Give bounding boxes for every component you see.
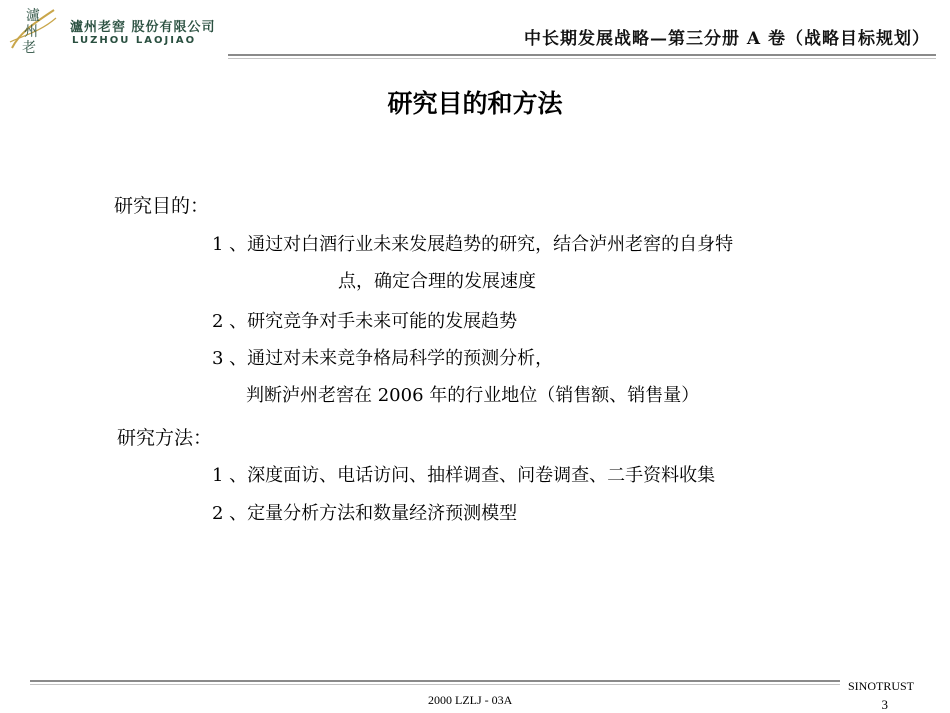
purpose-item-1-continued: 点，确定合理的发展速度 xyxy=(338,271,536,292)
methods-heading: 研究方法： xyxy=(117,427,213,449)
company-name-cn: 瀘州老窖 股份有限公司 xyxy=(70,20,216,35)
page-number: 3 xyxy=(881,697,888,712)
footer-divider xyxy=(30,680,840,682)
purpose-item-2: 2 、研究竞争对手未来可能的发展趋势 xyxy=(212,311,518,332)
methods-item-1: 1 、深度面访、电话访问、抽样调查、问卷调查、二手资料收集 xyxy=(212,465,716,486)
company-logo xyxy=(6,2,226,58)
purpose-heading: 研究目的： xyxy=(114,195,210,217)
calligraphy-logo-icon xyxy=(6,2,60,58)
purpose-item-3-continued: 判断泸州老窖在 2006 年的行业地位（销售额、销售量） xyxy=(246,385,700,406)
svg-text:瀘: 瀘 xyxy=(26,8,40,24)
footer-divider-thin xyxy=(30,684,840,685)
header-divider xyxy=(228,54,936,56)
purpose-item-1: 1 、通过对白酒行业未来发展趋势的研究，结合泸州老窖的自身特 xyxy=(212,234,734,255)
header-divider-thin xyxy=(228,58,936,59)
footer-brand: SINOTRUST xyxy=(847,679,914,693)
purpose-item-3: 3 、通过对未来竞争格局科学的预测分析， xyxy=(212,348,554,369)
footer-document-code: 2000 LZLJ - 03A xyxy=(428,693,513,707)
page-title: 研究目的和方法 xyxy=(387,89,563,118)
svg-text:老: 老 xyxy=(22,40,36,56)
methods-item-2: 2 、定量分析方法和数量经济预测模型 xyxy=(212,503,518,524)
document-title: 中长期发展战略—第三分册 A 卷（战略目标规划） xyxy=(523,29,930,49)
company-name-en: LUZHOU LAOJIAO xyxy=(72,35,197,46)
svg-text:州: 州 xyxy=(24,24,38,40)
